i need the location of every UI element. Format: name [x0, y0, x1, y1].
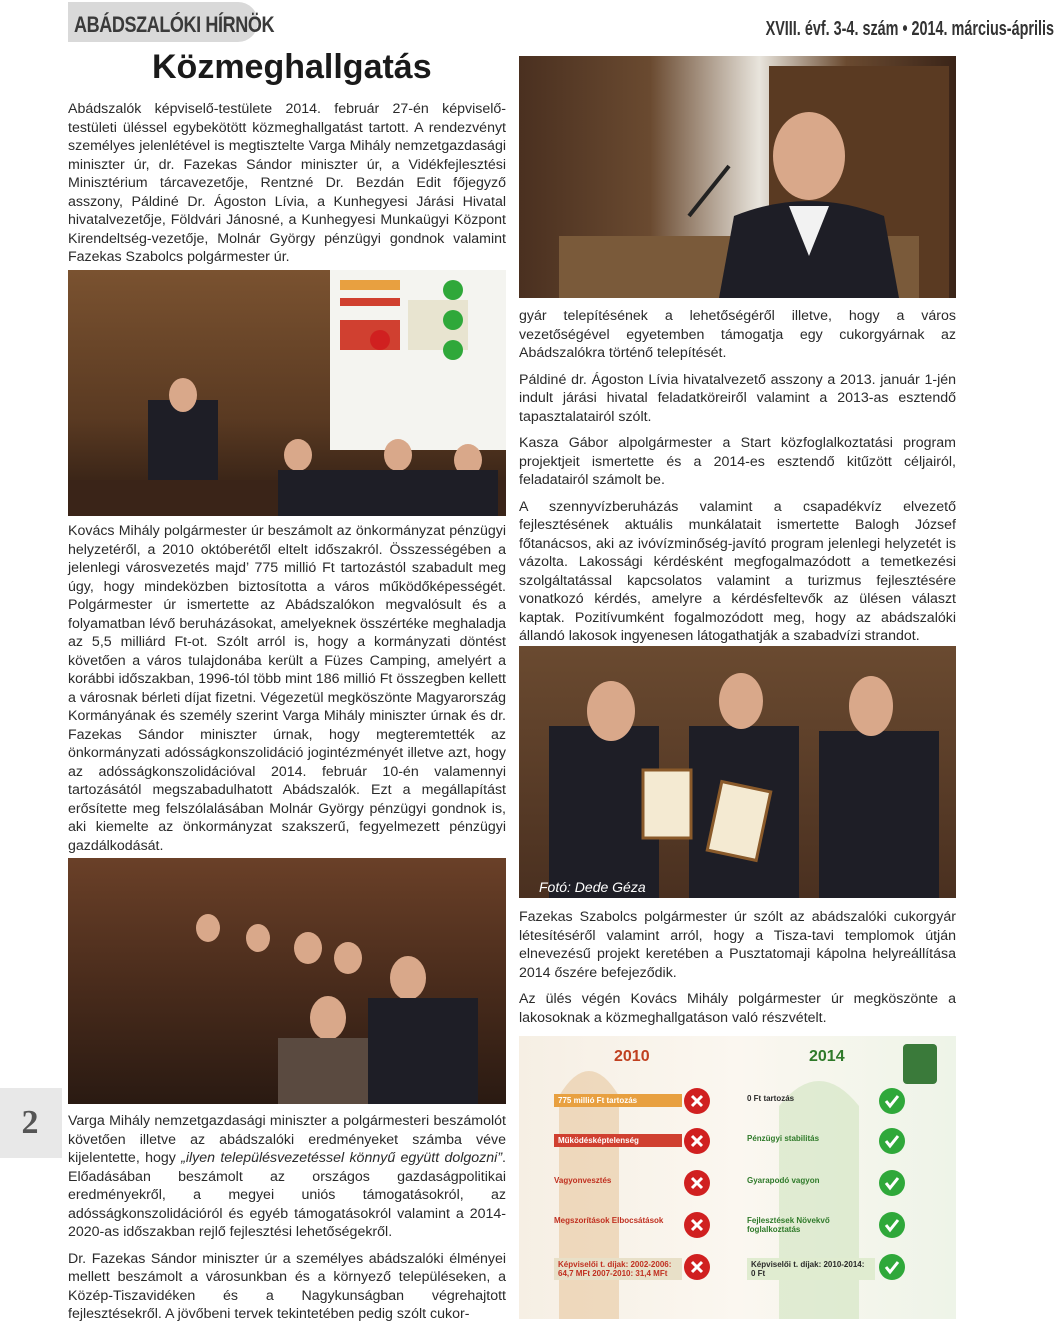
slide-left-item-2: Működésképtelenség: [554, 1134, 682, 1147]
issue-info: XVIII. évf. 3-4. szám • 2014. március-április: [765, 18, 1054, 40]
slide-year-left: 2010: [614, 1048, 650, 1065]
check-mark-icon: [879, 1128, 905, 1154]
varga-quote: „ilyen településvezetéssel könnyű együtt dolgozni”: [181, 1150, 503, 1166]
x-mark-icon: [684, 1088, 710, 1114]
check-mark-icon: [879, 1212, 905, 1238]
x-mark-icon: [684, 1128, 710, 1154]
closing-text: Az ülés végén Kovács Mihály polgármester úr megköszönte a lakosoknak a közmeghallgatáson való részvételt.: [519, 991, 956, 1026]
photo-certificate-drawing: [519, 646, 956, 898]
varga-pre: Varga Mihály nemzetgazdasági miniszter a polgármesteri beszámolót követően illetve az abádszalóki eredményeket számba véve kijelentette, hogy: [68, 1113, 506, 1166]
slide-left-item-5: Képviselői t. díjak: 2002-2006: 64,7 MFt 2007-2010: 31,4 MFt: [554, 1258, 682, 1280]
slide-right-item-3: Gyarapodó vagyon: [747, 1176, 820, 1185]
fazekas-sandor-text: Dr. Fazekas Sándor miniszter úr a személyes abádszalóki élményei mellett beszámolt a városunkban és a környező településeken, a Közép-Tiszavidéken és a Nagykunságban végrehajtott fejlesztésekről. A jövőbeni tervek tekintetében pedig szólt cukor-: [68, 1250, 506, 1322]
photo-audience: [68, 858, 506, 1104]
slide-right-item-4: Fejlesztések Növekvő foglalkoztatás: [747, 1216, 830, 1234]
photo-credit: Fotó: Dede Géza: [539, 879, 646, 895]
kovacs-paragraph: [68, 522, 506, 863]
x-mark-icon: [684, 1254, 710, 1280]
photo-audience-drawing: [68, 858, 506, 1104]
slide-graphic: [519, 1036, 956, 1319]
slide-year-right: 2014: [809, 1048, 845, 1065]
page-number: 2: [21, 1104, 39, 1141]
szenny-text: A szennyvízberuházás valamint a csapadékvíz elvezető fejlesztésének aktuális munkálatait ismertette Balogh József főtanácsos, aki az ivóvízminőség-javító program jelenlegi helyzetét is vázolta. Lakossági kérdésként megfogalmazódott a temetkezési szolgáltatással kapcsolatos valamint a turizmus fejlesztésére vonatkozó kérdés, amelyre a kérdésfeltevők az ülésen választ kaptak. Pozitívumként fogalmozódott meg, hogy az abádszalóki állandó lakosok ingyenesen látogathatják a szabadvízi strandot.: [519, 498, 956, 644]
slide-right-item-2: Pénzügyi stabilitás: [747, 1134, 820, 1143]
check-mark-icon: [879, 1088, 905, 1114]
right-lower-text: [519, 908, 956, 1035]
x-mark-icon: [684, 1170, 710, 1196]
slide-left-item-3: Vagyonvesztés: [554, 1176, 612, 1185]
photo-certificate-handover: [519, 646, 956, 898]
varga-post: . Előadásában beszámolt az országos gazdaságpolitikai eredményekről, a megyei uniós támogatásokról, az adósságkonszolidációról és egyéb támogatásokról valamint a 2014-2020-as időszakban rejlő fejlesztési lehetőségekről.: [68, 1150, 506, 1240]
photo-podium-drawing: [519, 56, 956, 298]
intro-text: Abádszalók képviselő-testülete 2014. február 27-én képviselő-testületi üléssel egybekötött közmeghallgatást tartott. A rendezvényt személyes jelenlétével is megtisztelte Varga Mihály nemzetgazdasági miniszter úr, dr. Fazekas Sándor miniszter úr, a Vidékfejlesztési Minisztérium tárcavezetője, Rentzné Dr. Bezdán Edit főjegyző asszony, Páldiné Dr. Ágoston Lívia, a Kunhegyesi Járási Hivatal hivatalvezetője, Földvári Jánosné, a Kunhegyesi Munkaügyi Központ Kirendeltség-vezetője, Molnár György pénzügyi gondnok valamint Fazekas Szabolcs polgármester úr.: [68, 101, 506, 265]
slide-left-item-1: 775 millió Ft tartozás: [554, 1094, 682, 1107]
check-mark-icon: [879, 1254, 905, 1280]
masthead: [68, 2, 275, 42]
paldine-text: Páldiné dr. Ágoston Lívia hivatalvezető asszony a 2013. január 1-jén indult járási hivatal feladatköreiről valamint a 2013-as esztendő tapasztalatairól szólt.: [519, 371, 956, 425]
varga-paragraph: [68, 1112, 506, 1332]
slide-right-item-1: 0 Ft tartozás: [747, 1094, 795, 1103]
publication-name: ABÁDSZALÓKI HÍRNÖK: [74, 12, 275, 37]
cont-text: gyár telepítésének a lehetőségéről illetve, hogy a város vezetőségével egyetemben támogatja egy cukorgyárnak az Abádszalókra történő telepítését.: [519, 308, 956, 361]
right-column-text: [519, 307, 956, 654]
intro-paragraph: [68, 100, 506, 275]
x-mark-icon: [684, 1212, 710, 1238]
kasza-text: Kasza Gábor alpolgármester a Start közfoglalkoztatási program projektjeit ismertette és a 2014-es esztendő kitűzött céljairól, feladatairól számolt be.: [519, 435, 956, 488]
varga-text: [68, 1112, 506, 1242]
kovacs-text: Kovács Mihály polgármester úr beszámolt az önkormányzat pénzügyi helyzetéről, a 2010 októberétől eltelt időszakról. Összességében a jelenlegi városvezetés majd’ 775 millió Ft tartozástól szabadult meg úgy, hogy mindeközben biztosította a város működőképességét. Polgármester úr ismertette az Abádszalókon megvalósult és a folyamatban lévő beruházásokat, amelyeknek összértéke meghaladja az 5,5 milliárd Ft-ot. Szólt arról is, hogy a kormányzati döntést követően a város tulajdonába került a Füzes Camping, amelyért a korábbi időszakban, 1996-tól több mint 186 millió Ft összegben kellett a városnak bérleti díjat fizetni. Végezetül megköszönte Magyarország Kormányának és személy szerint Varga Mihály miniszter úrnak és dr. Fazekas Sándor miniszter úrnak, hogy megteremtették az önkormányzati adósságkonszolidáció jogintézményét illetve azt, hogy az adósságkonszolidációval 2014. február 10-én valamennyi tartozásától megszabadulhatott Abádszalók. Ezt a megállapítást erősítette meg felszólalásában Molnár György pénzügyi gondnok is, aki kiemelte az önkormányzat szakszerű, fegyelmezett pénzügyi gazdálkodását.: [68, 523, 506, 854]
fazekas-szabolcs-text: Fazekas Szabolcs polgármester úr szólt az abádszalóki cukorgyár létesítéséről valamint arról, hogy a Tisza-tavi templomok útján elnevezésű projekt keretében a Pusztatomaji kápolna helyreállítása 2014 őszére befejeződik.: [519, 909, 956, 981]
check-mark-icon: [879, 1170, 905, 1196]
article-title: Közmeghallgatás: [152, 48, 432, 86]
slide-left-item-4: Megszorítások Elbocsátások: [554, 1216, 664, 1225]
slide-right-item-5: Képviselői t. díjak: 2010-2014: 0 Ft: [747, 1258, 875, 1280]
photo-minister-podium: [519, 56, 956, 298]
photo-meeting-drawing: [68, 270, 506, 516]
photo-meeting-hall: [68, 270, 506, 516]
